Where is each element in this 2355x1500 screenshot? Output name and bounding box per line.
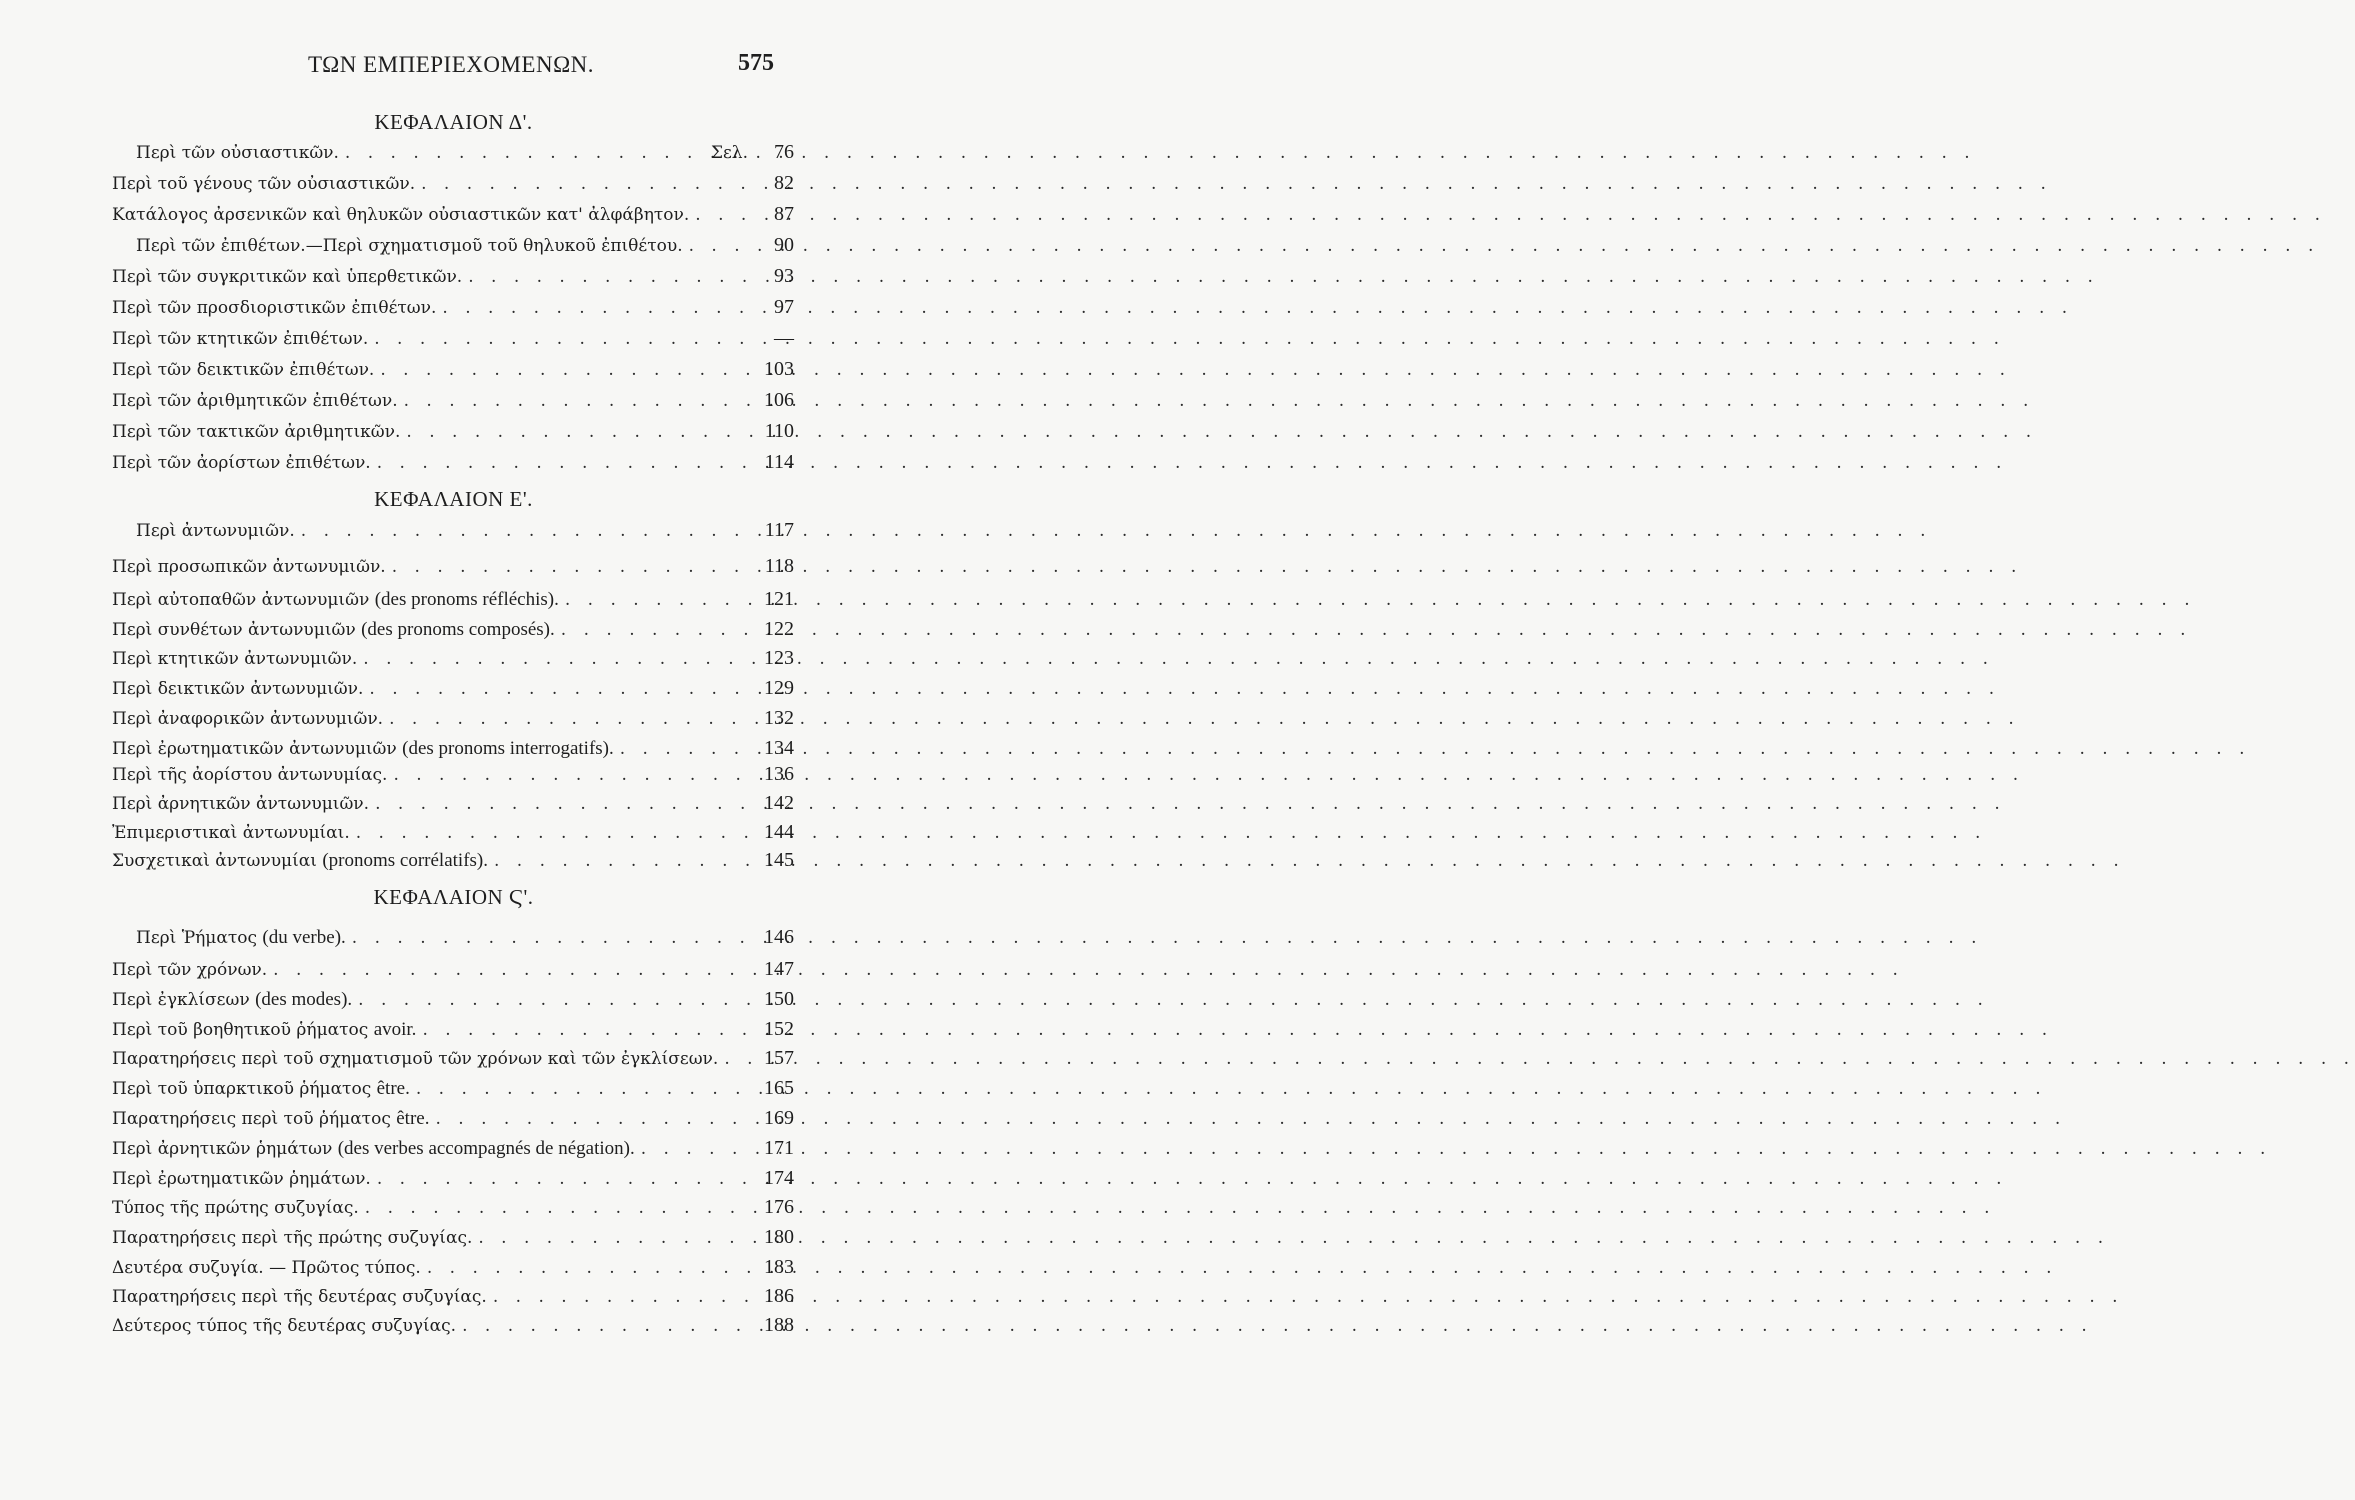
entry-text: Περὶ τῶν τακτικῶν ἀριθμητικῶν. <box>112 422 401 442</box>
entry-page: 147 <box>764 958 794 980</box>
entry-text: Περὶ τῶν συγκριτικῶν καὶ ὑπερθετικῶν. <box>112 267 463 287</box>
entry-page: 152 <box>764 1018 794 1040</box>
entry-page: 165 <box>764 1077 794 1099</box>
entry-french: (des pronoms réfléchis). <box>374 589 559 610</box>
entry-greek: Περὶ συνθέτων ἀντωνυμιῶν <box>112 620 356 640</box>
toc-entry <box>112 737 794 765</box>
entry-text: Περὶ τῶν ἀριθμητικῶν ἐπιθέτων. <box>112 391 398 411</box>
toc-entry <box>112 792 794 820</box>
entry-french: (pronoms corrélatifs). <box>322 850 488 871</box>
dot-leader <box>435 1109 752 1129</box>
entry-page: 129 <box>764 677 794 699</box>
toc-entry <box>112 849 794 877</box>
chapter-heading: ΚΕΦΑΛΑΙΟΝ Δ'. <box>374 110 533 134</box>
dot-leader <box>375 794 752 814</box>
entry-text: Περὶ δεικτικῶν ἀντωνυμιῶν. <box>112 679 364 699</box>
entry-greek: Συσχετικαὶ ἀντωνυμίαι <box>112 851 317 871</box>
entry-page: 146 <box>764 926 794 948</box>
entry-page: 122 <box>764 618 794 640</box>
toc-entry <box>112 555 794 583</box>
entry-text <box>112 619 555 641</box>
entry-page: 103 <box>764 358 794 380</box>
entry-text: Περὶ προσωπικῶν ἀντωνυμιῶν. <box>112 557 386 577</box>
toc-entry <box>112 1256 794 1284</box>
entry-text: Περὶ ἐρωτηματικῶν ῥημάτων. <box>112 1169 371 1189</box>
dot-leader <box>404 391 752 411</box>
toc-entry <box>112 677 794 705</box>
entry-text: Παρατηρήσεις περὶ τῆς δευτέρας συζυγίας. <box>112 1287 487 1307</box>
entry-page: 110 <box>764 420 794 442</box>
toc-entry <box>112 265 794 293</box>
entry-french: (des pronoms interrogatifs). <box>402 738 614 759</box>
entry-greek: Περὶ αὐτοπαθῶν ἀντωνυμιῶν <box>112 590 370 610</box>
entry-text: Περὶ ἀντωνυμιῶν. <box>136 521 295 541</box>
toc-entry <box>112 296 794 324</box>
entry-text <box>136 927 346 949</box>
entry-text: Περὶ τῶν οὐσιαστικῶν. <box>136 143 339 163</box>
dot-leader <box>363 649 752 669</box>
toc-entry <box>112 420 794 448</box>
toc-entry <box>136 141 794 169</box>
toc-entry <box>112 1077 794 1105</box>
entry-page: 93 <box>774 265 794 287</box>
entry-text: Περὶ ἀρνητικῶν ἀντωνυμιῶν. <box>112 794 370 814</box>
toc-entry <box>112 707 794 735</box>
entry-page: — <box>774 327 794 349</box>
dot-leader <box>494 851 752 871</box>
entry-french: avoir. <box>373 1019 417 1040</box>
toc-entry <box>112 1107 794 1135</box>
chapter-heading: ΚΕΦΑΛΑΙΟΝ Ϛ'. <box>373 885 534 909</box>
page-number: 575 <box>738 50 774 76</box>
entry-greek: Παρατηρήσεις περὶ τοῦ ῥήματος <box>112 1109 391 1129</box>
dot-leader <box>724 1049 752 1069</box>
dot-leader <box>416 1079 752 1099</box>
toc-entry <box>112 1047 794 1075</box>
toc-entry <box>112 203 794 231</box>
entry-french: (des modes). <box>255 989 353 1010</box>
running-title: ΤΩΝ ΕΜΠΕΡΙΕΧΟΜΕΝΩΝ. <box>308 52 595 77</box>
entry-page: 114 <box>764 451 794 473</box>
entry-page: 118 <box>764 555 794 577</box>
entry-text: Περὶ κτητικῶν ἀντωνυμιῶν. <box>112 649 358 669</box>
page-abbreviation: Σελ. <box>710 143 748 163</box>
dot-leader <box>565 590 752 610</box>
dot-leader <box>358 990 752 1010</box>
entry-page: 97 <box>774 296 794 318</box>
entry-page: 157 <box>764 1047 794 1069</box>
dot-leader <box>345 143 705 163</box>
entry-text <box>112 1108 429 1130</box>
entry-page: 174 <box>764 1167 794 1189</box>
entry-page: 117 <box>764 519 794 541</box>
entry-text: Περὶ τῶν προσδιοριστικῶν ἐπιθέτων. <box>112 298 437 318</box>
entry-text <box>112 589 559 611</box>
dot-leader <box>356 823 752 843</box>
dot-leader <box>377 1169 752 1189</box>
dot-leader <box>377 453 752 473</box>
entry-page: 76 <box>774 141 794 163</box>
toc-entry <box>112 821 794 849</box>
entry-page: 142 <box>764 792 794 814</box>
dot-leader <box>369 679 752 699</box>
entry-french: (du verbe). <box>262 927 346 948</box>
dot-leader <box>392 557 752 577</box>
entry-greek: Περὶ τοῦ ὑπαρκτικοῦ ῥήματος <box>112 1079 372 1099</box>
toc-entry <box>136 519 794 547</box>
dot-leader <box>620 739 752 759</box>
entry-page: 144 <box>764 821 794 843</box>
entry-page: 106 <box>764 389 794 411</box>
dot-leader <box>493 1287 752 1307</box>
entry-text: Δεύτερος τύπος τῆς δευτέρας συζυγίας. <box>112 1316 457 1336</box>
entry-text: Κατάλογος ἀρσενικῶν καὶ θηλυκῶν οὐσιαστικῶν κατ' ἀλφάβητον. <box>112 205 690 225</box>
toc-entry <box>112 358 794 386</box>
dot-leader <box>421 174 752 194</box>
entry-page: 90 <box>774 234 794 256</box>
entry-text: Τύπος τῆς πρώτης συζυγίας. <box>112 1198 359 1218</box>
entry-text <box>112 738 614 760</box>
entry-greek: Περὶ ἐγκλίσεων <box>112 990 250 1010</box>
entry-page: 145 <box>764 849 794 871</box>
entry-text: Παρατηρήσεις περὶ τῆς πρώτης συζυγίας. <box>112 1228 473 1248</box>
entry-greek: Περὶ ἐρωτηματικῶν ἀντωνυμιῶν <box>112 739 397 759</box>
entry-page: 188 <box>764 1314 794 1336</box>
entry-page: 171 <box>764 1137 794 1159</box>
entry-french: être. <box>396 1108 430 1129</box>
entry-text <box>112 1138 635 1160</box>
toc-entry <box>112 763 794 791</box>
entry-page: 169 <box>764 1107 794 1129</box>
dot-leader <box>365 1198 752 1218</box>
entry-text: Περὶ τοῦ γένους τῶν οὐσιαστικῶν. <box>112 174 416 194</box>
entry-text: Περὶ ἀναφορικῶν ἀντωνυμιῶν. <box>112 709 384 729</box>
dot-leader <box>641 1139 752 1159</box>
entry-greek: Περὶ τοῦ βοηθητικοῦ ῥήματος <box>112 1020 369 1040</box>
dot-leader <box>273 960 752 980</box>
dot-leader <box>468 267 752 287</box>
entry-page: 180 <box>764 1226 794 1248</box>
toc-entry <box>136 926 794 954</box>
toc-entry <box>112 1196 794 1224</box>
dot-leader <box>442 298 752 318</box>
toc-entry <box>112 1018 794 1046</box>
entry-page: 87 <box>774 203 794 225</box>
toc-entry <box>112 647 794 675</box>
dot-leader <box>406 422 752 442</box>
entry-page: 136 <box>764 763 794 785</box>
entry-greek: Περὶ ἀρνητικῶν ῥημάτων <box>112 1139 333 1159</box>
book-page <box>0 0 907 1500</box>
dot-leader <box>561 620 752 640</box>
toc-entry <box>112 1314 794 1342</box>
entry-text: Περὶ τῶν κτητικῶν ἐπιθέτων. <box>112 329 369 349</box>
dot-leader <box>352 928 752 948</box>
toc-entry <box>112 1285 794 1313</box>
entry-text: Περὶ τῶν ἐπιθέτων.—Περὶ σχηματισμοῦ τοῦ θηλυκοῦ ἐπιθέτου. <box>136 236 683 256</box>
toc-entry <box>112 1137 794 1165</box>
toc-entry <box>112 1167 794 1195</box>
entry-text: Περὶ τῆς ἀορίστου ἀντωνυμίας. <box>112 765 388 785</box>
entry-text: Περὶ τῶν χρόνων. <box>112 960 268 980</box>
entry-french: (des verbes accompagnés de négation). <box>337 1138 635 1159</box>
toc-entry <box>112 389 794 417</box>
entry-text: Ἐπιμεριστικαὶ ἀντωνυμίαι. <box>112 823 350 843</box>
toc-entry <box>112 172 794 200</box>
entry-text <box>112 989 352 1011</box>
toc-entry <box>112 618 794 646</box>
toc-entry <box>112 327 794 355</box>
dot-leader <box>389 709 752 729</box>
dot-leader <box>393 765 752 785</box>
entry-text <box>112 1019 416 1041</box>
entry-page: 132 <box>764 707 794 729</box>
entry-greek: Περὶ Ῥήματος <box>136 928 258 948</box>
running-header <box>0 46 907 86</box>
dot-leader <box>380 360 752 380</box>
entry-french: (des pronoms composés). <box>361 619 555 640</box>
entry-page: 121 <box>764 588 794 610</box>
dot-leader <box>301 521 752 541</box>
entry-page: 183 <box>764 1256 794 1278</box>
entry-text <box>112 1078 410 1100</box>
toc-entry <box>112 958 794 986</box>
dot-leader <box>695 205 752 225</box>
entry-page: 134 <box>764 737 794 759</box>
entry-text <box>112 850 488 872</box>
entry-text: Δευτέρα συζυγία. — Πρῶτος τύπος. <box>112 1258 421 1278</box>
entry-page: 150 <box>764 988 794 1010</box>
entry-text: Παρατηρήσεις περὶ τοῦ σχηματισμοῦ τῶν χρόνων καὶ τῶν ἐγκλίσεων. <box>112 1049 719 1069</box>
dot-leader <box>374 329 752 349</box>
toc-entry <box>136 234 794 262</box>
dot-leader <box>689 236 752 256</box>
chapter-heading: ΚΕΦΑΛΑΙΟΝ Ε'. <box>374 487 533 511</box>
entry-page: 186 <box>764 1285 794 1307</box>
dot-leader <box>478 1228 752 1248</box>
entry-page: 176 <box>764 1196 794 1218</box>
dot-leader <box>427 1258 752 1278</box>
dot-leader <box>462 1316 752 1336</box>
dot-leader <box>422 1020 752 1040</box>
entry-page: 123 <box>764 647 794 669</box>
toc-entry <box>112 451 794 479</box>
entry-french: être. <box>376 1078 410 1099</box>
entry-page: 82 <box>774 172 794 194</box>
entry-text: Περὶ τῶν δεικτικῶν ἐπιθέτων. <box>112 360 375 380</box>
entry-text: Περὶ τῶν ἀορίστων ἐπιθέτων. <box>112 453 371 473</box>
toc-entry <box>112 1226 794 1254</box>
toc-entry <box>112 988 794 1016</box>
toc-entry <box>112 588 794 616</box>
